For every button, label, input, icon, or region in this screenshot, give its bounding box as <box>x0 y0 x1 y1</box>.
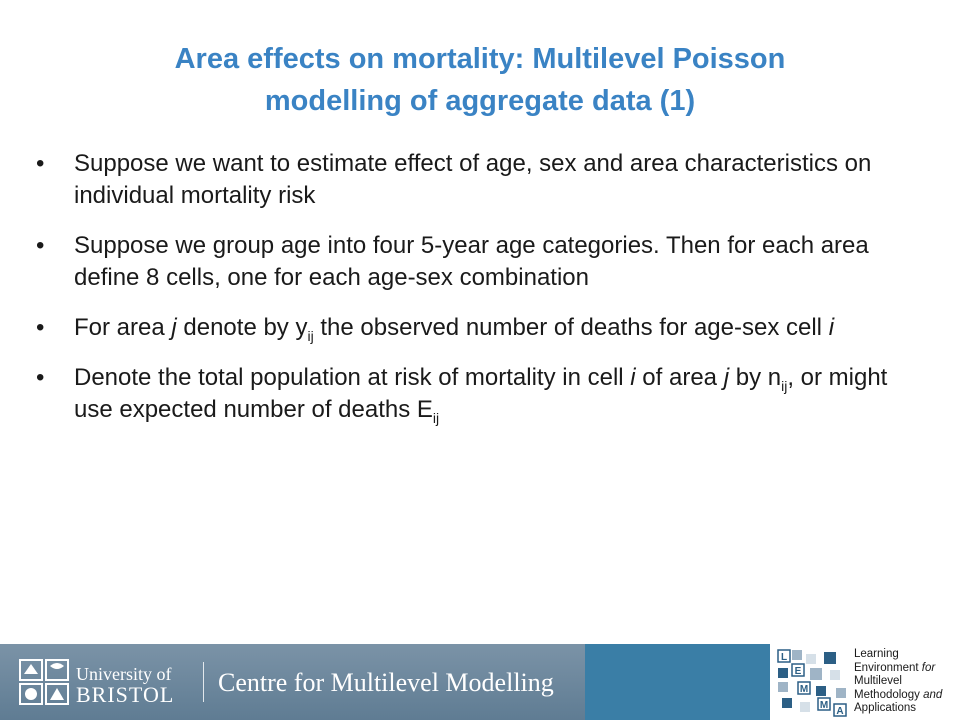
subscript: ij <box>432 410 440 426</box>
slide-title <box>60 38 900 122</box>
var-i: i <box>828 314 835 341</box>
lemma-line-2 <box>854 662 942 676</box>
centre-name: Centre for Multilevel Modelling <box>218 668 554 697</box>
lemma-logo-icon <box>774 646 850 718</box>
lemma-text <box>854 648 942 716</box>
title-line-2: modelling of aggregate data (1) <box>264 85 696 117</box>
bullet-item <box>36 230 916 294</box>
subscript: ij <box>781 378 788 394</box>
var-i: i <box>630 364 636 391</box>
bullet-text: Suppose we group age into four 5-year age categories. Then for each area define 8 cells, one for each age-sex combination <box>74 232 869 291</box>
bullet-text-part: of area <box>635 364 724 391</box>
title-line-1: Area effects on mortality: Multilevel Poisson <box>174 43 786 75</box>
bullet-item <box>36 362 916 426</box>
bullet-item <box>36 148 916 212</box>
lemma-letter-m1: M <box>799 684 809 695</box>
bullet-text-part: Denote the total population at risk of mortality in cell <box>74 364 631 391</box>
lemma-word: Environment <box>854 661 919 674</box>
bullet-glyph: • <box>36 314 45 341</box>
lemma-word-italic: and <box>923 688 943 701</box>
lemma-line: Applications <box>854 702 917 715</box>
bullet-list <box>36 148 916 444</box>
lemma-word: Methodology <box>854 688 920 701</box>
lemma-letter-a: A <box>836 706 844 717</box>
lemma-line: Learning <box>854 648 899 660</box>
university-crest-icon <box>18 658 70 706</box>
bullet-text-part: denote by y <box>176 314 308 341</box>
bullet-text-part: , or might use expected number of deaths E <box>74 364 888 423</box>
bullet-text-part: by n <box>729 364 782 391</box>
var-j: j <box>723 364 730 391</box>
subscript: ij <box>307 328 314 344</box>
footer-banner <box>0 644 960 720</box>
lemma-line-4 <box>854 689 942 703</box>
footer-divider <box>203 662 204 702</box>
bullet-glyph: • <box>36 150 45 177</box>
bullet-glyph: • <box>36 364 45 391</box>
lemma-word-italic: for <box>921 661 936 674</box>
lemma-letter-m2: M <box>819 700 829 711</box>
footer-mid-panel <box>585 644 770 720</box>
bullet-text-part: the observed number of deaths for age-sex cell <box>313 314 829 341</box>
lemma-line: Multilevel <box>854 675 902 688</box>
var-j: j <box>171 314 177 341</box>
bullet-glyph: • <box>36 232 45 259</box>
bullet-text-part: For area <box>74 314 172 341</box>
university-name-line2: BRISTOL <box>76 682 175 707</box>
footer-left-panel <box>0 644 585 720</box>
bullet-text: Suppose we want to estimate effect of age, sex and area characteristics on individual mortality risk <box>74 150 872 209</box>
footer-right-panel <box>770 644 960 720</box>
lemma-letter-e: E <box>794 666 802 677</box>
bullet-item <box>36 312 916 344</box>
university-name-line1: University of <box>76 664 172 684</box>
lemma-letter-l: L <box>780 652 788 663</box>
